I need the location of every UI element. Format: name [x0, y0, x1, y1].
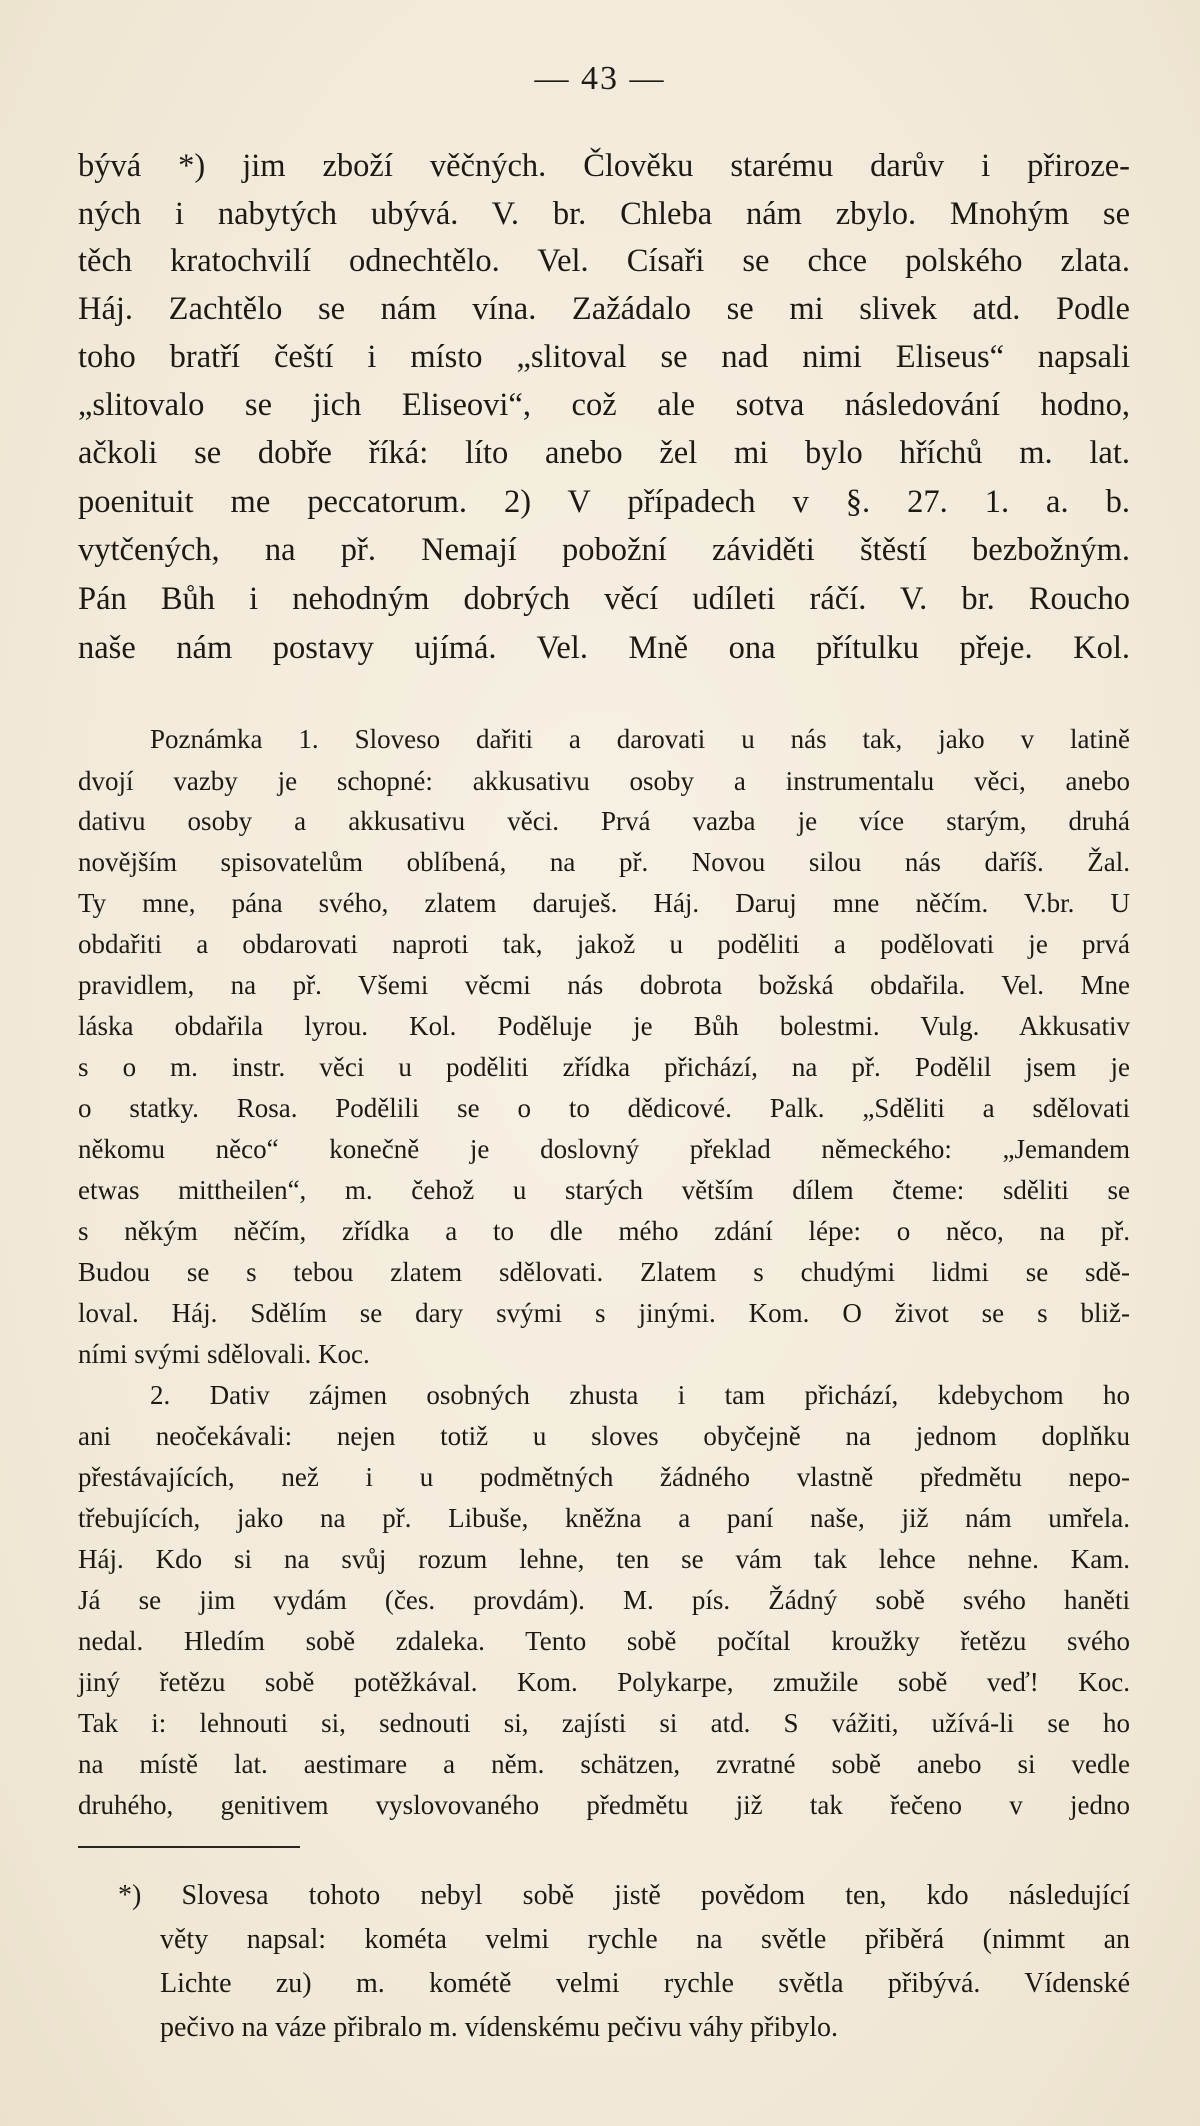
- main-line: naše nám postavy ujímá. Vel. Mně ona přítulku přeje. Kol.: [78, 630, 1130, 666]
- main-line: bývá *) jim zboží věčných. Člověku starému darův i přiroze-: [78, 148, 1130, 184]
- note-line: ani neočekávali: nejen totiž u sloves obyčejně na jednom doplňku: [78, 1421, 1130, 1451]
- note-line: s o m. instr. věci u poděliti zřídka přichází, na př. Podělil jsem je: [78, 1052, 1130, 1082]
- note-line: Já se jim vydám (čes. provdám). M. pís. Žádný sobě svého haněti: [78, 1585, 1130, 1615]
- note-line: loval. Háj. Sdělím se dary svými s jinými. Kom. O život se s bliž-: [78, 1298, 1130, 1328]
- footnote-divider: [78, 1846, 300, 1848]
- note-line: etwas mittheilen“, m. čehož u starých větším dílem čteme: sděliti se: [78, 1175, 1130, 1205]
- note-line: Háj. Kdo si na svůj rozum lehne, ten se vám tak lehce nehne. Kam.: [78, 1544, 1130, 1574]
- note-paragraph-line: 2. Dativ zájmen osobných zhusta i tam přichází, kdebychom ho: [150, 1380, 1130, 1410]
- note-line: pravidlem, na př. Všemi věcmi nás dobrota božská obdařila. Vel. Mne: [78, 970, 1130, 1000]
- main-line: ačkoli se dobře říká: líto anebo žel mi bylo hříchů m. lat.: [78, 435, 1130, 471]
- footnote-line: věty napsal: kométa velmi rychle na světle přiběrá (nimmt an: [160, 1924, 1130, 1955]
- note-line: Budou se s tebou zlatem sdělovati. Zlatem s chudými lidmi se sdě-: [78, 1257, 1130, 1287]
- note-line: láska obdařila lyrou. Kol. Poděluje je Bůh bolestmi. Vulg. Akkusativ: [78, 1011, 1130, 1041]
- main-line: poenituit me peccatorum. 2) V případech v §. 27. 1. a. b.: [78, 484, 1130, 520]
- note-line: o statky. Rosa. Podělili se o to dědicové. Palk. „Sděliti a sdělovati: [78, 1093, 1130, 1123]
- note-line: na místě lat. aestimare a něm. schätzen, zvratné sobě anebo si vedle: [78, 1749, 1130, 1779]
- note-line: nedal. Hledím sobě zdaleka. Tento sobě počítal kroužky řetězu svého: [78, 1626, 1130, 1656]
- note-line: třebujících, jako na př. Libuše, kněžna a paní naše, již nám umřela.: [78, 1503, 1130, 1533]
- main-line: ných i nabytých ubývá. V. br. Chleba nám zbylo. Mnohým se: [78, 196, 1130, 232]
- footnote-line: Lichte zu) m. kométě velmi rychle světla přibývá. Vídenské: [160, 1968, 1130, 1999]
- main-line: Háj. Zachtělo se nám vína. Zažádalo se mi slivek atd. Podle: [78, 291, 1130, 327]
- note-line: dvojí vazby je schopné: akkusativu osoby a instrumentalu věci, anebo: [78, 766, 1130, 796]
- footnote-line: pečivo na váze přibralo m. vídenskému pečivu váhy přibylo.: [160, 2012, 839, 2043]
- main-line: těch kratochvilí odnechtělo. Vel. Císaři se chce polského zlata.: [78, 243, 1130, 279]
- note-line: s někým něčím, zřídka a to dle mého zdání lépe: o něco, na př.: [78, 1216, 1130, 1246]
- note-line: Tak i: lehnouti si, sednouti si, zajísti si atd. S vážiti, užívá-li se ho: [78, 1708, 1130, 1738]
- main-line: Pán Bůh i nehodným dobrých věcí udíleti ráčí. V. br. Roucho: [78, 581, 1130, 617]
- note-line: jiný řetězu sobě potěžkával. Kom. Polykarpe, zmužile sobě veď! Koc.: [78, 1667, 1130, 1697]
- main-line: „slitovalo se jich Eliseovi“, což ale sotva následování hodno,: [78, 387, 1130, 423]
- note-line: přestávajících, než i u podmětných žádného vlastně předmětu nepo-: [78, 1462, 1130, 1492]
- note-line: druhého, genitivem vyslovovaného předmětu již tak řečeno v jedno: [78, 1790, 1130, 1820]
- note-line: obdařiti a obdarovati naproti tak, jakož u poděliti a podělovati je prvá: [78, 929, 1130, 959]
- page-number: — 43 —: [534, 60, 666, 97]
- note-line: ními svými sdělovali. Koc.: [78, 1339, 370, 1369]
- main-line: toho bratří čeští i místo „slitoval se nad nimi Eliseus“ napsali: [78, 339, 1130, 375]
- note-heading-line: Poznámka 1. Sloveso dařiti a darovati u nás tak, jako v latině: [150, 724, 1130, 754]
- note-line: novějším spisovatelům oblíbená, na př. Novou silou nás daříš. Žal.: [78, 847, 1130, 877]
- note-line: někomu něco“ konečně je doslovný překlad německého: „Jemandem: [78, 1134, 1130, 1164]
- main-line: vytčených, na př. Nemají pobožní záviděti štěstí bezbožným.: [78, 532, 1130, 568]
- note-line: dativu osoby a akkusativu věci. Prvá vazba je více starým, druhá: [78, 806, 1130, 836]
- footnote-line: *) Slovesa tohoto nebyl sobě jistě povědom ten, kdo následující: [118, 1880, 1130, 1911]
- note-line: Ty mne, pána svého, zlatem daruješ. Háj. Daruj mne něčím. V.br. U: [78, 888, 1130, 918]
